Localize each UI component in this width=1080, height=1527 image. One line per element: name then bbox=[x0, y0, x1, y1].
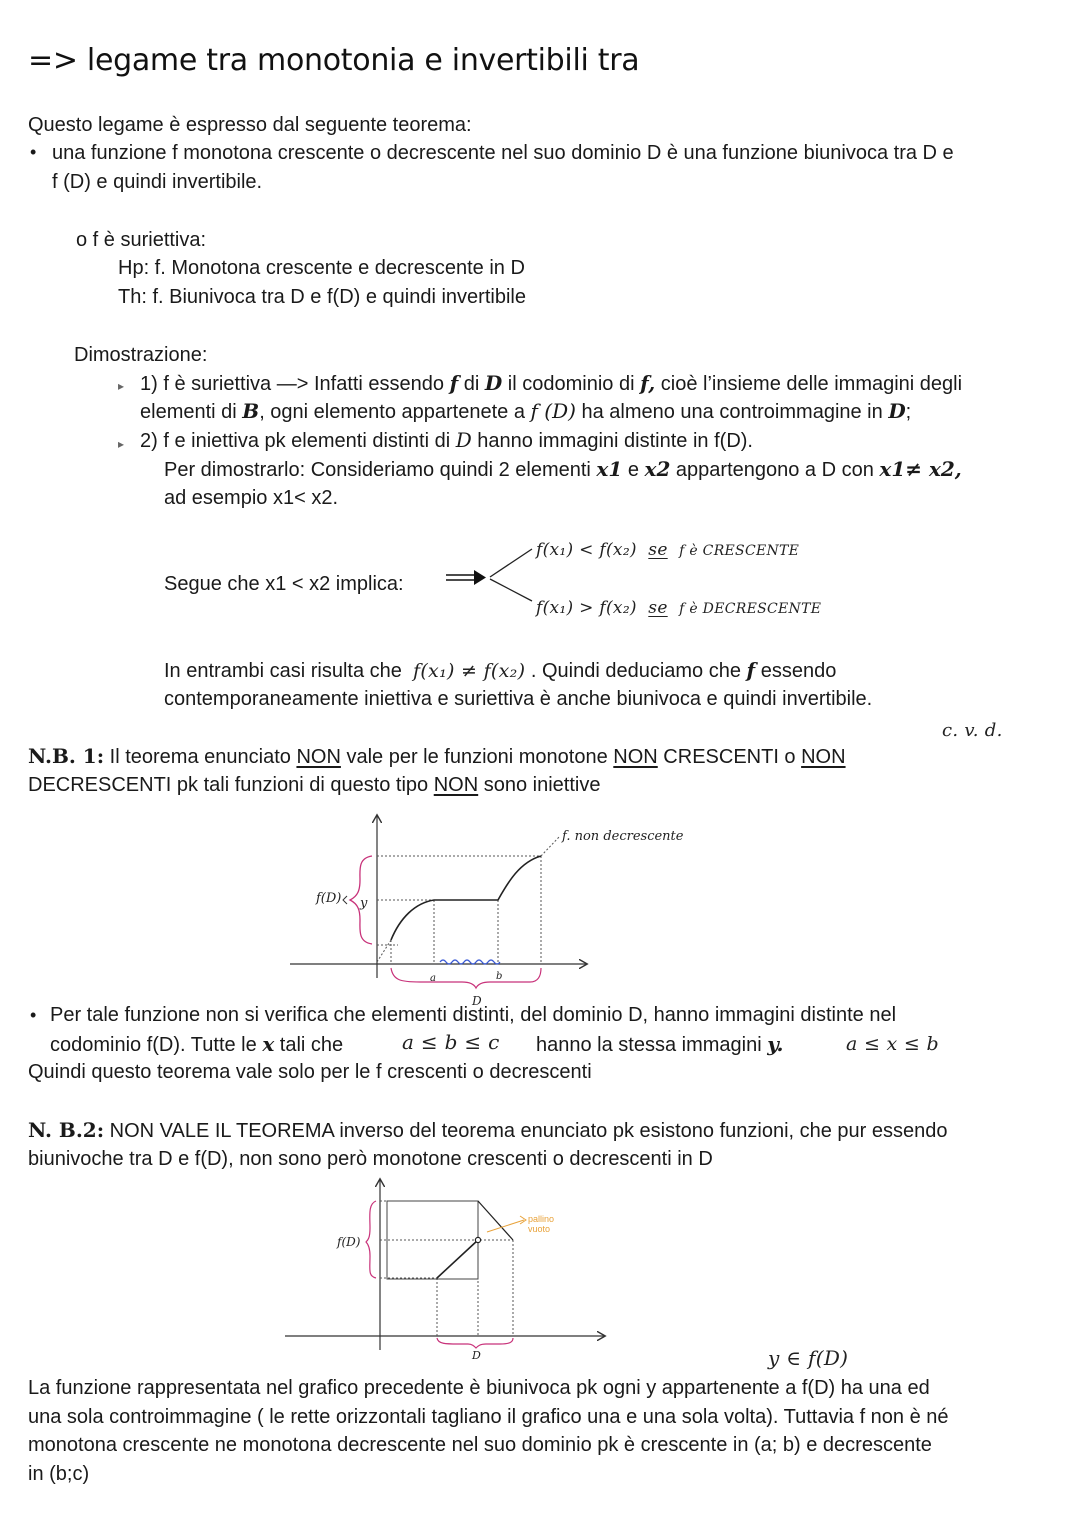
fork-lines bbox=[490, 549, 532, 601]
proof-point1-line1: 1) f è suriettiva —> Infatti essendo f di D il codominio di f, cioè l’insieme delle immagini degli bbox=[140, 371, 963, 395]
intro-bullet-line2: f (D) e quindi invertibile. bbox=[52, 171, 263, 193]
final-line2: una sola controimmagine ( le rette orizzontali tagliano il grafico una e una sola volta). Tuttavia f non è né bbox=[28, 1406, 949, 1428]
after1-line2-tail: hanno la stessa immagini y. bbox=[536, 1032, 784, 1056]
after1-line1: Per tale funzione non si verifica che elementi distinti, del dominio D, hanno immagini distinte nel bbox=[50, 1004, 897, 1026]
proof-point1-line2: elementi di B, ogni elemento appartenete a f (D) ha almeno una controimmagine in D; bbox=[140, 399, 912, 423]
page-title: => legame tra monotonia e invertibili tra bbox=[28, 43, 640, 78]
nb2-line1: N. B.2: NON VALE IL TEOREMA inverso del teorema enunciato pk esistono funzioni, che pur essendo bbox=[28, 1118, 948, 1142]
segue-text: Segue che x1 < x2 implica: bbox=[164, 573, 404, 595]
graph2 bbox=[285, 1180, 604, 1350]
graph1-y-label: y bbox=[360, 896, 368, 911]
nb1-line2: DECRESCENTI pk tali funzioni di questo tipo NON sono iniettive bbox=[28, 774, 601, 796]
proof-point3-line1: Per dimostrarlo: Consideriamo quindi 2 elementi x1 e x2 appartengono a D con x1≠ x2, bbox=[164, 457, 962, 481]
graph1-a-label: a bbox=[430, 973, 436, 984]
graph1 bbox=[290, 816, 586, 988]
implication-arrow-icon bbox=[446, 570, 486, 585]
hand-a-le-b-le-c: a ≤ b ≤ c bbox=[402, 1030, 500, 1054]
proof-point2: 2) f e iniettiva pk elementi distinti di D hanno immagini distinte in f(D). bbox=[140, 428, 753, 452]
case-decrescente: f(x₁) > f(x₂) se f è DECRESCENTE bbox=[536, 598, 822, 618]
case-crescente: f(x₁) < f(x₂) se f è CRESCENTE bbox=[536, 540, 800, 560]
theorem-label: o f è suriettiva: bbox=[76, 229, 207, 251]
intro-lead: Questo legame è espresso dal seguente teorema: bbox=[28, 114, 472, 136]
hand-y-in-fD: y ∈ f(D) bbox=[768, 1346, 849, 1370]
graph1-b-label: b bbox=[496, 971, 503, 982]
proof-heading: Dimostrazione: bbox=[74, 344, 208, 366]
graph2-pallino-label: pallino vuoto bbox=[528, 1214, 555, 1234]
both-cases-line1: In entrambi casi risulta che f(x₁) ≠ f(x₂) . Quindi deduciamo che f essendo bbox=[164, 658, 837, 682]
theorem-hp: Hp: f. Monotona crescente e decrescente in D bbox=[118, 257, 525, 279]
graph1-fD-label: f(D) bbox=[316, 891, 342, 906]
triangle-bullet-icon: ▸ bbox=[118, 379, 125, 393]
graph2-D-label: D bbox=[472, 1349, 481, 1362]
final-line1: La funzione rappresentata nel grafico precedente è biunivoca pk ogni y appartenente a f(D) ha una ed bbox=[28, 1377, 930, 1399]
final-line3: monotona crescente ne monotona decrescente nel suo dominio pk è crescente in (a; b) e decrescente bbox=[28, 1434, 932, 1456]
after1-line2: codominio f(D). Tutte le x tali che bbox=[50, 1032, 344, 1056]
cvd-mark: c. v. d. bbox=[942, 720, 1003, 741]
proof-point3-line2: ad esempio x1< x2. bbox=[164, 487, 338, 509]
graph1-D-label: D bbox=[472, 994, 482, 1008]
both-cases-line2: contemporaneamente iniettiva e suriettiva è anche biunivoca e quindi invertibile. bbox=[164, 688, 873, 710]
final-line4: in (b;c) bbox=[28, 1463, 90, 1485]
hand-a-le-x-le-b: a ≤ x ≤ b bbox=[846, 1033, 939, 1055]
bullet-dot: • bbox=[30, 142, 37, 162]
graph1-f-label: f. non decrescente bbox=[562, 829, 684, 844]
nb1-line1: N.B. 1: Il teorema enunciato NON vale per le funzioni monotone NON CRESCENTI o NON bbox=[28, 744, 846, 768]
nb2-line2: biunivoche tra D e f(D), non sono però monotone crescenti o decrescenti in D bbox=[28, 1148, 713, 1170]
triangle-bullet-icon: ▸ bbox=[118, 437, 125, 451]
intro-bullet-line1: una funzione f monotona crescente o decrescente nel suo dominio D è una funzione biunivoca tra D e bbox=[52, 142, 954, 164]
theorem-th: Th: f. Biunivoca tra D e f(D) e quindi invertibile bbox=[118, 286, 526, 308]
bullet-dot: • bbox=[30, 1005, 37, 1025]
after1-line3: Quindi questo teorema vale solo per le f crescenti o decrescenti bbox=[28, 1061, 592, 1083]
graph2-fD-label: f(D) bbox=[337, 1235, 361, 1249]
